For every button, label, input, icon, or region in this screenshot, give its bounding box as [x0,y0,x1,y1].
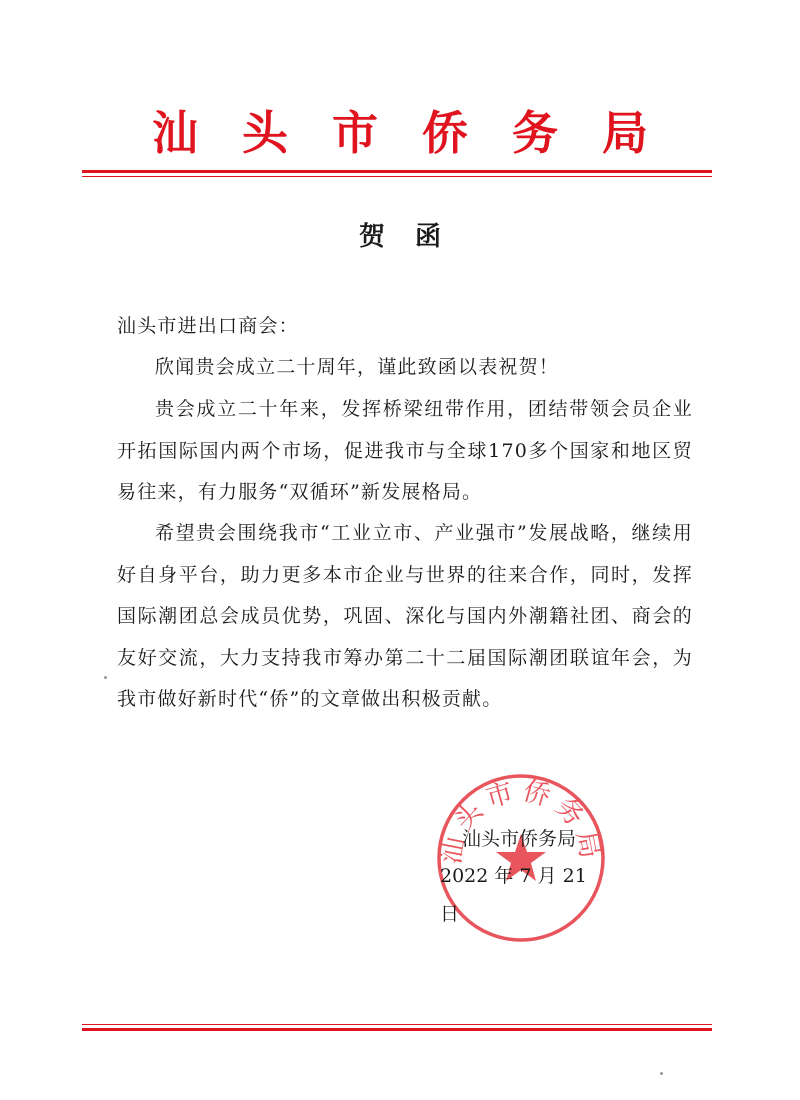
signature-organization: 汕头市侨务局 [462,828,577,850]
paragraph-1: 欣闻贵会成立二十周年，谨此致函以表祝贺！ [155,356,560,378]
letterhead-rule-thin [82,176,712,177]
scan-mark [660,1072,663,1075]
seal-text: 汕头市侨务局 [435,775,607,867]
footer-rule-thin [82,1024,712,1025]
document-title: 贺函 [358,222,471,252]
paragraph-3: 希望贵会围绕我市“工业立市、产业强市”发展战略，继续用好自身平台，助力更多本市企业与世界的往来合作，同时，发挥国际潮团总会成员优势，巩固、深化与国内外潮籍社团、商会的友好交流，大力支持我市筹办第二十二届国际潮团联谊年会，为我市做好新时代“侨”的文章做出积极贡献。 [117,522,693,710]
footer-rule-thick [82,1028,712,1031]
letterhead-rule-thick [82,170,712,173]
salutation: 汕头市进出口商会： [117,315,299,337]
paragraph-2: 贵会成立二十年来，发挥桥梁纽带作用，团结带领会员企业开拓国际国内两个市场，促进我市与全球170多个国家和地区贸易往来，有力服务“双循环”新发展格局。 [117,398,693,503]
signature-date: 2022 年 7 月 21 日 [440,865,587,925]
letterhead-title: 汕头市侨务局 [152,106,692,160]
scan-mark [104,676,107,679]
